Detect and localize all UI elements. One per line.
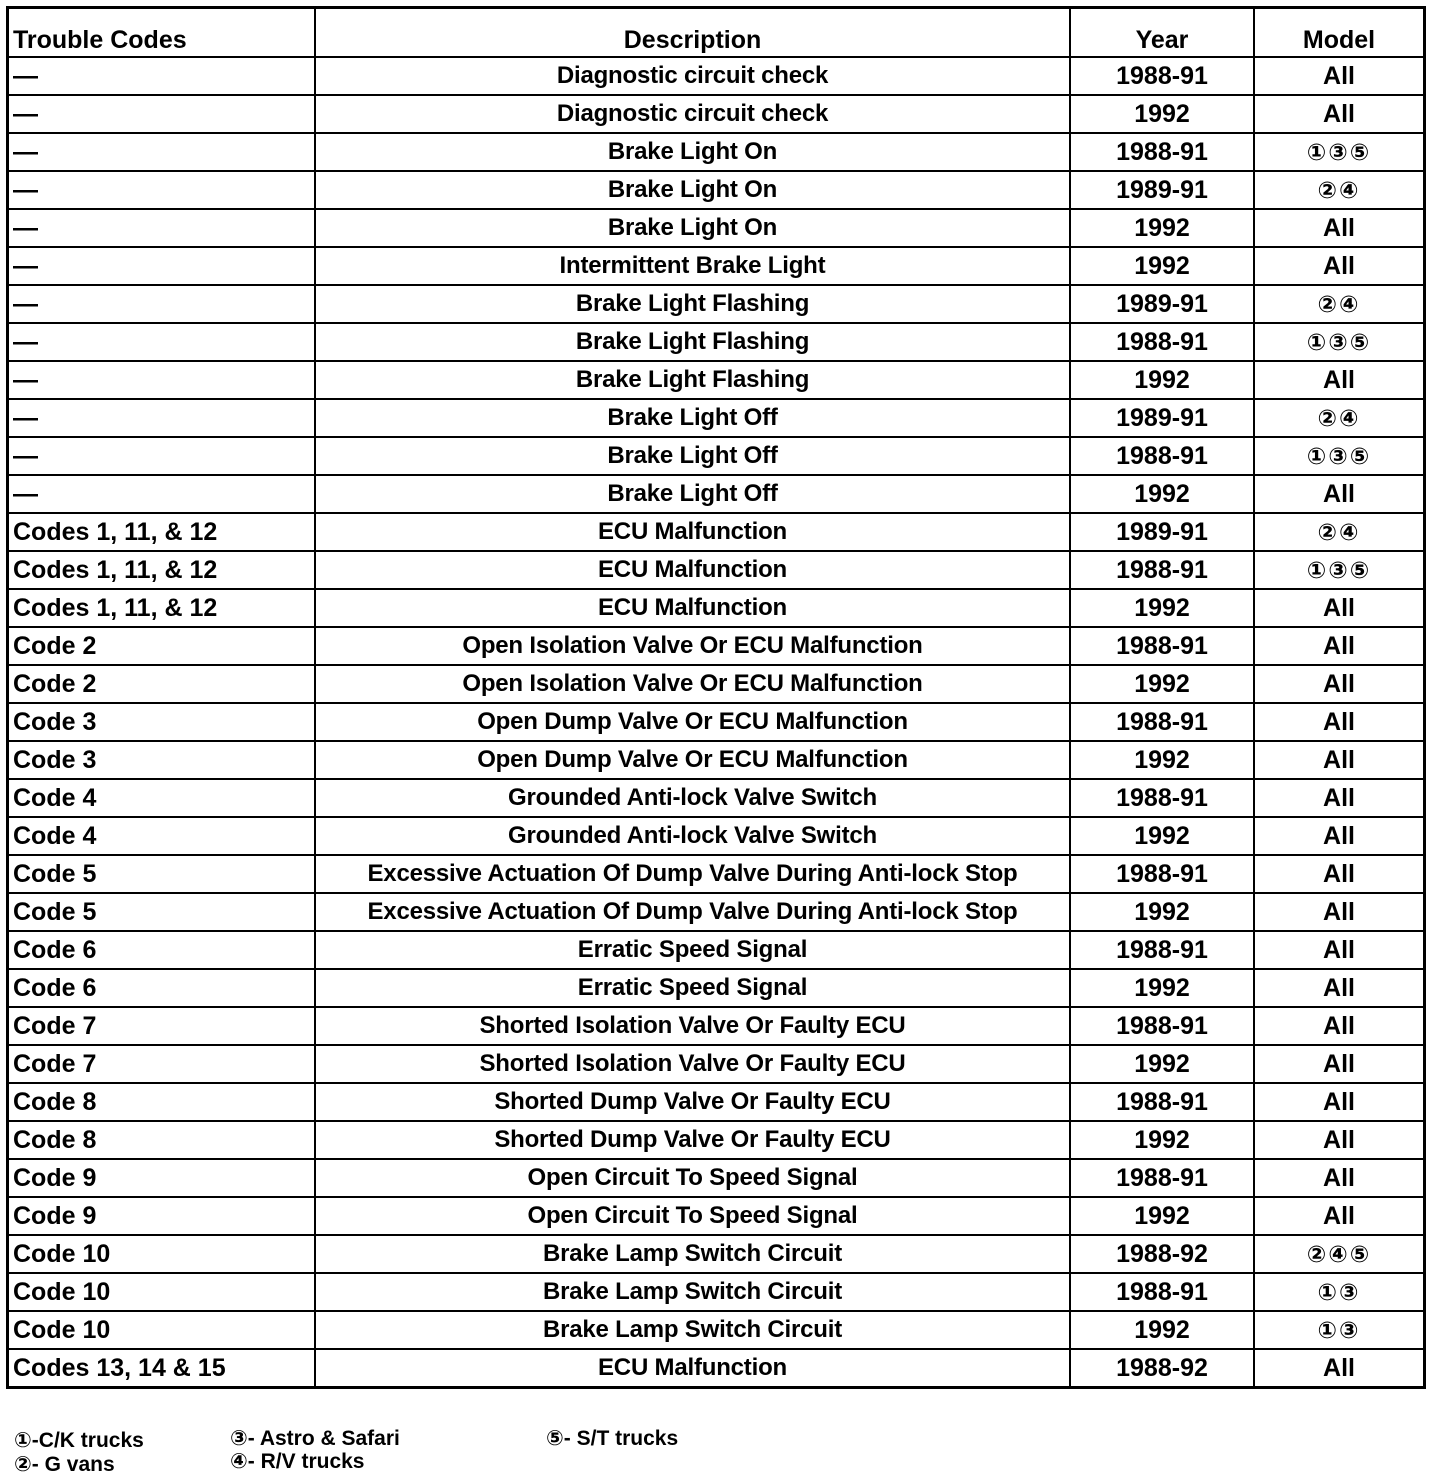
year-cell: 1988-91 (1070, 323, 1254, 361)
model-cell: ②④ (1254, 513, 1425, 551)
model-cell: All (1254, 1121, 1425, 1159)
year-cell: 1992 (1070, 1121, 1254, 1159)
description-cell: Brake Light On (315, 133, 1070, 171)
table-row (8, 1121, 1425, 1159)
year-cell: 1988-91 (1070, 627, 1254, 665)
legend-item-st-trucks: ⑤- S/T trucks (546, 1427, 679, 1450)
year-cell: 1992 (1070, 1045, 1254, 1083)
model-cell: All (1254, 665, 1425, 703)
model-cell: ①③ (1254, 1273, 1425, 1311)
description-cell: Brake Light Off (315, 475, 1070, 513)
description-cell: Intermittent Brake Light (315, 247, 1070, 285)
trouble-code-cell: — (8, 323, 316, 361)
table-row (8, 95, 1425, 133)
table-row (8, 969, 1425, 1007)
year-cell: 1992 (1070, 893, 1254, 931)
trouble-code-cell: Code 10 (8, 1311, 316, 1349)
year-cell: 1992 (1070, 95, 1254, 133)
model-cell: All (1254, 247, 1425, 285)
model-cell: All (1254, 779, 1425, 817)
model-cell: ①③ (1254, 1311, 1425, 1349)
model-cell: ②④ (1254, 399, 1425, 437)
description-cell: Brake Lamp Switch Circuit (315, 1273, 1070, 1311)
description-cell: Open Dump Valve Or ECU Malfunction (315, 703, 1070, 741)
trouble-code-cell: Code 2 (8, 627, 316, 665)
model-cell: All (1254, 703, 1425, 741)
description-cell: Grounded Anti-lock Valve Switch (315, 779, 1070, 817)
year-cell: 1988-91 (1070, 437, 1254, 475)
year-cell: 1992 (1070, 665, 1254, 703)
table-row (8, 893, 1425, 931)
table-row (8, 247, 1425, 285)
table-row (8, 817, 1425, 855)
trouble-code-cell: Code 5 (8, 855, 316, 893)
trouble-code-cell: Code 7 (8, 1007, 316, 1045)
year-cell: 1988-91 (1070, 855, 1254, 893)
description-cell: Brake Light Off (315, 437, 1070, 475)
legend-item-g-vans: ②- G vans (14, 1453, 115, 1476)
trouble-code-cell: — (8, 399, 316, 437)
trouble-codes-table (6, 6, 1426, 1389)
table-row (8, 1045, 1425, 1083)
year-cell: 1988-91 (1070, 551, 1254, 589)
trouble-code-cell: — (8, 361, 316, 399)
trouble-code-cell: — (8, 209, 316, 247)
legend-item-astro-safari: ③- Astro & Safari (230, 1427, 400, 1450)
table-row (8, 703, 1425, 741)
description-cell: Shorted Dump Valve Or Faulty ECU (315, 1121, 1070, 1159)
model-cell: All (1254, 1349, 1425, 1388)
year-cell: 1988-91 (1070, 931, 1254, 969)
table-row (8, 323, 1425, 361)
table-row (8, 1273, 1425, 1311)
table-row (8, 1349, 1425, 1388)
table-row (8, 855, 1425, 893)
table-row (8, 1311, 1425, 1349)
description-cell: ECU Malfunction (315, 1349, 1070, 1388)
trouble-code-cell: — (8, 437, 316, 475)
description-cell: Diagnostic circuit check (315, 95, 1070, 133)
trouble-code-cell: Code 8 (8, 1083, 316, 1121)
year-cell: 1992 (1070, 475, 1254, 513)
model-cell: All (1254, 741, 1425, 779)
header-row (8, 8, 1425, 58)
trouble-code-cell: — (8, 171, 316, 209)
table-row (8, 399, 1425, 437)
trouble-code-cell: Codes 1, 11, & 12 (8, 551, 316, 589)
year-cell: 1992 (1070, 247, 1254, 285)
year-cell: 1988-91 (1070, 779, 1254, 817)
description-cell: ECU Malfunction (315, 551, 1070, 589)
year-cell: 1992 (1070, 361, 1254, 399)
trouble-code-cell: Codes 1, 11, & 12 (8, 589, 316, 627)
trouble-code-cell: — (8, 95, 316, 133)
year-cell: 1989-91 (1070, 171, 1254, 209)
year-cell: 1992 (1070, 589, 1254, 627)
model-cell: All (1254, 361, 1425, 399)
header-model: Model (1254, 8, 1425, 58)
description-cell: Diagnostic circuit check (315, 57, 1070, 95)
model-cell: All (1254, 475, 1425, 513)
model-cell: All (1254, 1083, 1425, 1121)
table-row (8, 1007, 1425, 1045)
table-row (8, 1159, 1425, 1197)
header-year: Year (1070, 8, 1254, 58)
model-cell: ①③⑤ (1254, 437, 1425, 475)
table-row (8, 1083, 1425, 1121)
year-cell: 1992 (1070, 741, 1254, 779)
table-row (8, 285, 1425, 323)
table-row (8, 57, 1425, 95)
description-cell: Grounded Anti-lock Valve Switch (315, 817, 1070, 855)
year-cell: 1988-92 (1070, 1235, 1254, 1273)
year-cell: 1989-91 (1070, 399, 1254, 437)
model-cell: All (1254, 855, 1425, 893)
table-row (8, 627, 1425, 665)
model-cell: All (1254, 931, 1425, 969)
table-row (8, 779, 1425, 817)
description-cell: Excessive Actuation Of Dump Valve During Anti-lock Stop (315, 893, 1070, 931)
year-cell: 1988-91 (1070, 1159, 1254, 1197)
table-row (8, 665, 1425, 703)
year-cell: 1992 (1070, 817, 1254, 855)
table-row (8, 741, 1425, 779)
year-cell: 1989-91 (1070, 513, 1254, 551)
trouble-code-cell: Code 3 (8, 741, 316, 779)
year-cell: 1988-91 (1070, 57, 1254, 95)
description-cell: Open Isolation Valve Or ECU Malfunction (315, 627, 1070, 665)
model-cell: ②④⑤ (1254, 1235, 1425, 1273)
trouble-code-cell: — (8, 133, 316, 171)
year-cell: 1989-91 (1070, 285, 1254, 323)
trouble-code-cell: Code 10 (8, 1273, 316, 1311)
model-cell: ①③⑤ (1254, 133, 1425, 171)
model-cell: All (1254, 1045, 1425, 1083)
description-cell: Open Isolation Valve Or ECU Malfunction (315, 665, 1070, 703)
description-cell: Brake Light On (315, 209, 1070, 247)
table-row (8, 513, 1425, 551)
trouble-code-cell: Codes 1, 11, & 12 (8, 513, 316, 551)
year-cell: 1988-91 (1070, 1273, 1254, 1311)
trouble-code-cell: — (8, 57, 316, 95)
description-cell: Open Dump Valve Or ECU Malfunction (315, 741, 1070, 779)
description-cell: Brake Light Flashing (315, 323, 1070, 361)
table-row (8, 475, 1425, 513)
table-row (8, 551, 1425, 589)
model-cell: All (1254, 589, 1425, 627)
description-cell: ECU Malfunction (315, 513, 1070, 551)
model-cell: ①③⑤ (1254, 323, 1425, 361)
model-cell: All (1254, 209, 1425, 247)
model-cell: ②④ (1254, 171, 1425, 209)
model-cell: All (1254, 1159, 1425, 1197)
model-cell: All (1254, 817, 1425, 855)
description-cell: Brake Light On (315, 171, 1070, 209)
year-cell: 1992 (1070, 1311, 1254, 1349)
table-row (8, 589, 1425, 627)
year-cell: 1988-91 (1070, 1083, 1254, 1121)
description-cell: Shorted Isolation Valve Or Faulty ECU (315, 1045, 1070, 1083)
description-cell: Brake Lamp Switch Circuit (315, 1235, 1070, 1273)
trouble-code-cell: Code 3 (8, 703, 316, 741)
header-trouble-codes: Trouble Codes (8, 8, 316, 58)
description-cell: Open Circuit To Speed Signal (315, 1197, 1070, 1235)
trouble-code-cell: Code 6 (8, 931, 316, 969)
model-cell: All (1254, 1007, 1425, 1045)
trouble-code-cell: Code 6 (8, 969, 316, 1007)
model-cell: All (1254, 57, 1425, 95)
table-row (8, 931, 1425, 969)
year-cell: 1992 (1070, 1197, 1254, 1235)
trouble-code-cell: Code 4 (8, 817, 316, 855)
table-row (8, 171, 1425, 209)
legend-item-rv-trucks: ④- R/V trucks (230, 1450, 365, 1473)
model-cell: All (1254, 1197, 1425, 1235)
trouble-code-cell: Codes 13, 14 & 15 (8, 1349, 316, 1388)
table-row (8, 437, 1425, 475)
trouble-code-cell: Code 4 (8, 779, 316, 817)
description-cell: Erratic Speed Signal (315, 969, 1070, 1007)
table-row (8, 1235, 1425, 1273)
description-cell: Brake Light Flashing (315, 285, 1070, 323)
description-cell: Shorted Dump Valve Or Faulty ECU (315, 1083, 1070, 1121)
trouble-code-cell: Code 9 (8, 1197, 316, 1235)
description-cell: Brake Light Off (315, 399, 1070, 437)
table-row (8, 1197, 1425, 1235)
year-cell: 1988-91 (1070, 1007, 1254, 1045)
model-cell: All (1254, 893, 1425, 931)
trouble-code-cell: Code 9 (8, 1159, 316, 1197)
model-legend (0, 1426, 1440, 1478)
description-cell: Brake Light Flashing (315, 361, 1070, 399)
trouble-code-cell: — (8, 285, 316, 323)
model-cell: ②④ (1254, 285, 1425, 323)
table-row (8, 361, 1425, 399)
model-cell: All (1254, 969, 1425, 1007)
year-cell: 1988-92 (1070, 1349, 1254, 1388)
table-row (8, 209, 1425, 247)
legend-item-ck-trucks: ①-C/K trucks (14, 1429, 144, 1452)
description-cell: Brake Lamp Switch Circuit (315, 1311, 1070, 1349)
year-cell: 1988-91 (1070, 703, 1254, 741)
model-cell: All (1254, 95, 1425, 133)
trouble-code-cell: Code 2 (8, 665, 316, 703)
model-cell: ①③⑤ (1254, 551, 1425, 589)
trouble-code-cell: — (8, 475, 316, 513)
trouble-code-cell: Code 5 (8, 893, 316, 931)
table-body (8, 57, 1425, 1388)
description-cell: ECU Malfunction (315, 589, 1070, 627)
trouble-code-cell: Code 10 (8, 1235, 316, 1273)
description-cell: Erratic Speed Signal (315, 931, 1070, 969)
trouble-code-cell: Code 8 (8, 1121, 316, 1159)
year-cell: 1988-91 (1070, 133, 1254, 171)
description-cell: Excessive Actuation Of Dump Valve During Anti-lock Stop (315, 855, 1070, 893)
trouble-code-cell: — (8, 247, 316, 285)
year-cell: 1992 (1070, 969, 1254, 1007)
description-cell: Open Circuit To Speed Signal (315, 1159, 1070, 1197)
table-row (8, 133, 1425, 171)
model-cell: All (1254, 627, 1425, 665)
year-cell: 1992 (1070, 209, 1254, 247)
description-cell: Shorted Isolation Valve Or Faulty ECU (315, 1007, 1070, 1045)
trouble-code-cell: Code 7 (8, 1045, 316, 1083)
header-description: Description (315, 8, 1070, 58)
